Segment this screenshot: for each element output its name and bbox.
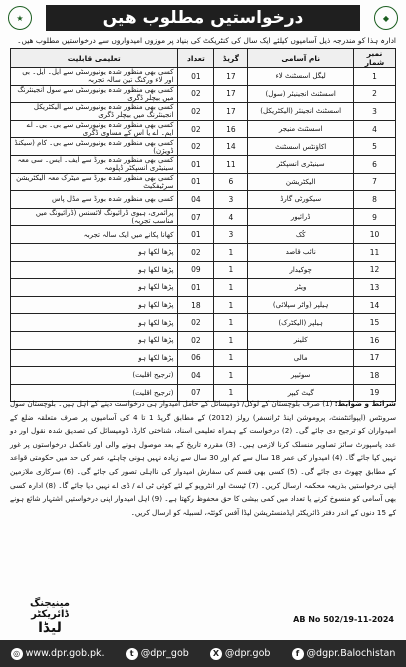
table-row xyxy=(11,226,396,244)
cell-grade: 1 xyxy=(214,314,248,332)
cell-serial: 11 xyxy=(354,243,396,261)
x-text: @dpr.gob xyxy=(224,648,271,659)
cell-grade: 3 xyxy=(214,226,248,244)
cell-count: 02 xyxy=(178,120,214,138)
cell-grade: 14 xyxy=(214,138,248,156)
table-row xyxy=(11,296,396,314)
cell-serial: 15 xyxy=(354,314,396,332)
cell-count: 01 xyxy=(178,68,214,86)
x-icon: X xyxy=(210,648,222,660)
cell-post: ڈرائیور xyxy=(248,208,354,226)
table-header-row xyxy=(11,49,396,68)
header xyxy=(6,4,400,34)
cell-qualification: کسی بھی منظور شدہ بورڈ سے مڈل پاس xyxy=(11,191,178,209)
cell-qualification: پڑھا لکھا ہو xyxy=(11,349,178,367)
cell-qualification: پرائمری، ہیوی ڈرائیونگ لائسنس (ڈرائیونگ میں مناسب تجربہ) xyxy=(11,208,178,226)
cell-serial: 2 xyxy=(354,85,396,103)
terms-body: (1) صرف بلوچستان کے لوکل/ ڈومیسائل کے حامل امیدوار ہی درخواست دینے کے اہل ہیں۔ بلوچستان سول سرونٹس (ایپوائنٹمنٹ، پروموشن اینڈ ٹرانسفر) رولز (2012) کے مطابق گریڈ 1 تا 4 کی آسامیوں پر صرف متعلقہ ضلع کے امیدواران کو ترجیح دی جائے گی۔ (2) درخواست کے ہمراہ تعلیمی اسناد، شناختی کارڈ، ڈومیسائل کی تصدیق شدہ نقول اور دو عدد پاسپورٹ سائز تصاویر منسلک کرنا لازمی ہیں۔ (3) مقررہ تاریخ کے بعد موصول ہونے والی اور نامکمل درخواستوں پر غور نہیں کیا جائے گا۔ (4) امیدوار کی عمر 18 سال سے کم اور 30 سال سے زیادہ نہیں ہونی چاہئے، عمر کی حد میں حکومتی قواعد کے مطابق چھوٹ دی جائے گی۔ (5) کسی بھی قسم کی سفارش امیدوار کی نااہلی تصور کی جائے گی۔ (6) سرکاری ملازمین اپنی درخواستیں بذریعہ محکمہ ارسال کریں۔ (7) ٹیسٹ اور انٹرویو کے لئے کوئی ٹی اے / ڈی اے نہیں دیا جائے گا۔ (8) ادارہ کسی بھی آسامی کو منسوخ کرنے یا تعداد میں کمی بیشی کا حق محفوظ رکھتا ہے۔ (9) اہل امیدوار اپنی درخواستیں اشتہار شائع ہونے کے 15 دنوں کے اندر دفتر ڈائریکٹر ایڈمنسٹریشن لیڈا آفس کوئٹہ، لسبیلہ کو ارسال کریں۔ xyxy=(10,399,397,517)
cell-qualification: (ترجیح اقلیت) xyxy=(11,384,178,402)
cell-count: 06 xyxy=(178,349,214,367)
signature-block xyxy=(10,598,90,636)
cell-grade: 11 xyxy=(214,155,248,173)
cell-serial: 1 xyxy=(354,68,396,86)
table-row xyxy=(11,120,396,138)
cell-grade: 3 xyxy=(214,191,248,209)
cell-count: 02 xyxy=(178,331,214,349)
cell-qualification: پڑھا لکھا ہو xyxy=(11,314,178,332)
table-row xyxy=(11,367,396,385)
cell-grade: 1 xyxy=(214,243,248,261)
table-row xyxy=(11,191,396,209)
table-row xyxy=(11,349,396,367)
twitter-icon: t xyxy=(126,648,138,660)
cell-serial: 14 xyxy=(354,296,396,314)
cell-serial: 13 xyxy=(354,279,396,297)
cell-qualification: کسی بھی منظور شدہ بورڈ سے میٹرک معہ الیکٹریشن سرٹیفکیٹ xyxy=(11,173,178,191)
cell-count: 07 xyxy=(178,208,214,226)
cell-post: سینیٹری انسپکٹر xyxy=(248,155,354,173)
footer-website[interactable] xyxy=(11,648,105,660)
table-row xyxy=(11,314,396,332)
table-row xyxy=(11,155,396,173)
cell-qualification: پڑھا لکھا ہو xyxy=(11,279,178,297)
cell-grade: 4 xyxy=(214,208,248,226)
table-row xyxy=(11,331,396,349)
cell-post: اسسٹنٹ انجینئر (الیکٹریکل) xyxy=(248,103,354,121)
cell-count: 01 xyxy=(178,155,214,173)
cell-post: چوکیدار xyxy=(248,261,354,279)
cell-qualification: (ترجیح اقلیت) xyxy=(11,367,178,385)
header-grade: گریڈ xyxy=(214,49,248,68)
cell-serial: 8 xyxy=(354,191,396,209)
cell-grade: 1 xyxy=(214,279,248,297)
signature-designation: مینیجنگ ڈائریکٹر xyxy=(30,598,70,620)
cell-qualification: کھانا پکانے میں ایک سالہ تجربہ xyxy=(11,226,178,244)
cell-post: لیگل اسسٹنٹ لاء xyxy=(248,68,354,86)
cell-count: 09 xyxy=(178,261,214,279)
cell-serial: 17 xyxy=(354,349,396,367)
cell-count: 02 xyxy=(178,103,214,121)
header-qualification: تعلیمی قابلیت xyxy=(11,49,178,68)
intro-text: ادارہ ہذا کو مندرجہ ذیل آسامیوں کیلئے ایک سال کی کنٹریکٹ کی بنیاد پر موزوں امیدواروں سے درخواستیں مطلوب ھیں۔ xyxy=(17,36,396,45)
cell-count: 18 xyxy=(178,296,214,314)
signature-organization: لیڈا xyxy=(38,620,62,636)
footer-facebook[interactable] xyxy=(292,648,396,660)
government-emblem-icon: ★ xyxy=(8,6,32,30)
page-title: درخواستیں مطلوب ھیں xyxy=(46,5,360,31)
cell-qualification: کسی بھی منظور شدہ یونیورسٹی سے بی۔ کام (سیکنڈ ڈویژن) xyxy=(11,138,178,156)
facebook-icon: f xyxy=(292,648,304,660)
cell-grade: 17 xyxy=(214,103,248,121)
globe-icon: ◎ xyxy=(11,648,23,660)
cell-qualification: پڑھا لکھا ہو xyxy=(11,296,178,314)
cell-grade: 1 xyxy=(214,367,248,385)
cell-post: ویٹر xyxy=(248,279,354,297)
cell-count: 02 xyxy=(178,85,214,103)
footer-x[interactable] xyxy=(210,648,271,660)
cell-post: مالی xyxy=(248,349,354,367)
cell-count: 07 xyxy=(178,384,214,402)
terms-and-conditions xyxy=(10,397,396,519)
cell-post: اکاؤنٹس اسسٹنٹ xyxy=(248,138,354,156)
cell-post: اسسٹنٹ منیجر xyxy=(248,120,354,138)
table-row xyxy=(11,138,396,156)
cell-serial: 6 xyxy=(354,155,396,173)
header-count: تعداد xyxy=(178,49,214,68)
website-text: www.dpr.gob.pk. xyxy=(25,648,105,659)
cell-post: کلینر xyxy=(248,331,354,349)
cell-qualification: کسی بھی منظور شدہ یونیورسٹی سے بی۔ بی۔ اے ایم۔ اے یا اس کے مساوی ڈگری xyxy=(11,120,178,138)
table-row xyxy=(11,243,396,261)
cell-serial: 5 xyxy=(354,138,396,156)
cell-qualification: کسی بھی منظور شدہ بورڈ سے ایف۔ ایس۔ سی معہ سینیٹری انسپکٹر ڈپلومہ xyxy=(11,155,178,173)
header-serial: نمبر شمار xyxy=(354,49,396,68)
cell-grade: 1 xyxy=(214,331,248,349)
cell-post: ہیلپر (واٹر سپلائی) xyxy=(248,296,354,314)
cell-serial: 10 xyxy=(354,226,396,244)
table-row xyxy=(11,103,396,121)
cell-count: 02 xyxy=(178,314,214,332)
cell-post: الیکٹریشن xyxy=(248,173,354,191)
cell-post: کُک xyxy=(248,226,354,244)
cell-serial: 4 xyxy=(354,120,396,138)
vacancy-table xyxy=(10,48,396,402)
cell-post: سیکورٹی گارڈ xyxy=(248,191,354,209)
table-row xyxy=(11,208,396,226)
cell-qualification: پڑھا لکھا ہو xyxy=(11,243,178,261)
cell-post: نائب قاصد xyxy=(248,243,354,261)
footer-twitter[interactable] xyxy=(126,648,189,660)
cell-serial: 16 xyxy=(354,331,396,349)
cell-grade: 6 xyxy=(214,173,248,191)
cell-qualification: کسی بھی منظور شدہ یونیورسٹی سے ایل۔ ایل۔ بی اور لاء ورکنگ تین سالہ تجربہ xyxy=(11,68,178,86)
table-row xyxy=(11,261,396,279)
cell-grade: 1 xyxy=(214,261,248,279)
cell-grade: 17 xyxy=(214,68,248,86)
table-row xyxy=(11,279,396,297)
table-row xyxy=(11,173,396,191)
cell-post: گیٹ کیپر xyxy=(248,384,354,402)
cell-serial: 7 xyxy=(354,173,396,191)
cell-grade: 1 xyxy=(214,349,248,367)
cell-serial: 19 xyxy=(354,384,396,402)
cell-count: 01 xyxy=(178,173,214,191)
cell-qualification: پڑھا لکھا ہو xyxy=(11,261,178,279)
facebook-text: @dgpr.Balochistan xyxy=(306,648,396,659)
cell-count: 04 xyxy=(178,367,214,385)
cell-count: 01 xyxy=(178,279,214,297)
cell-post: اسسٹنٹ انجینیئر (سول) xyxy=(248,85,354,103)
cell-count: 04 xyxy=(178,191,214,209)
cell-serial: 12 xyxy=(354,261,396,279)
cell-serial: 18 xyxy=(354,367,396,385)
cell-count: 02 xyxy=(178,243,214,261)
cell-post: سوئیپر xyxy=(248,367,354,385)
cell-grade: 17 xyxy=(214,85,248,103)
table-row xyxy=(11,85,396,103)
cell-count: 02 xyxy=(178,138,214,156)
cell-qualification: پڑھا لکھا ہو xyxy=(11,331,178,349)
cell-grade: 16 xyxy=(214,120,248,138)
organization-logo-icon: ◆ xyxy=(374,6,398,30)
cell-serial: 9 xyxy=(354,208,396,226)
terms-heading: شرائط و ضوابط: xyxy=(334,399,396,408)
cell-qualification: کسی بھی منظور شدہ یونیورسٹی سے سول انجینئرنگ میں بیچلر ڈگری xyxy=(11,85,178,103)
cell-count: 01 xyxy=(178,226,214,244)
footer xyxy=(0,640,406,667)
cell-post: ہیلپر (الیکٹرک) xyxy=(248,314,354,332)
header-post: نام آسامی xyxy=(248,49,354,68)
cell-grade: 1 xyxy=(214,384,248,402)
table-row xyxy=(11,68,396,86)
twitter-text: @dpr_gob xyxy=(140,648,189,659)
cell-grade: 1 xyxy=(214,296,248,314)
ad-number: AB No 502/19-11-2024 xyxy=(293,615,394,624)
cell-serial: 3 xyxy=(354,103,396,121)
cell-qualification: کسی بھی منظور شدہ یونیورسٹی سے الیکٹریکل انجینئرنگ میں بیچلر ڈگری xyxy=(11,103,178,121)
